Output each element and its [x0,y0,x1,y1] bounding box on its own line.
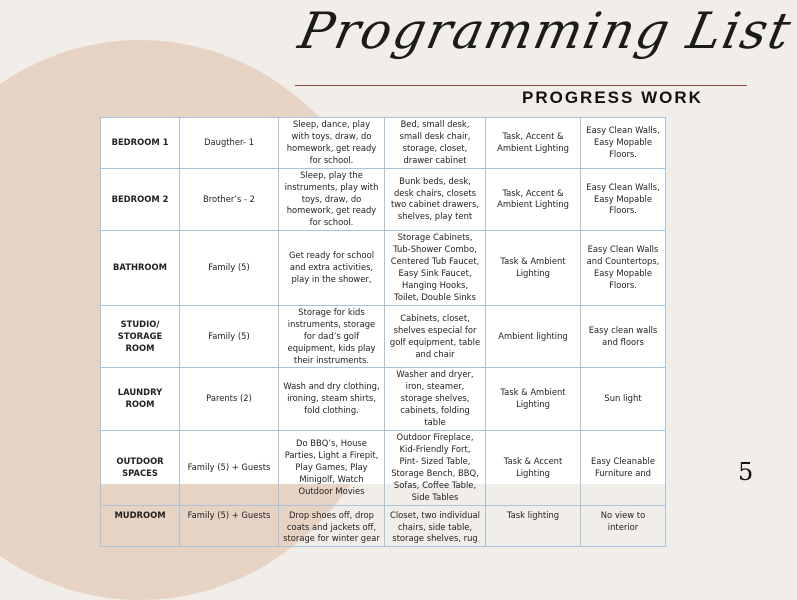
lighting-cell: Task, Accent & Ambient Lighting [486,168,581,231]
users-cell: Family (5) + Guests [180,431,279,506]
lighting-cell: Ambient lighting [486,305,581,368]
activities-cell: Drop shoes off, drop coats and jackets off, storage for winter gear [279,505,385,547]
lighting-cell: Task lighting [486,505,581,547]
room-name-cell: MUDROOM [101,505,180,547]
activities-cell: Sleep, dance, play with toys, draw, do homework, get ready for school. [279,118,385,169]
room-name-cell: OUTDOOR SPACES [101,431,180,506]
finishes-cell: Easy Clean Walls, Easy Mopable Floors. [581,118,666,169]
furniture-cell: Washer and dryer, iron, steamer, storage shelves, cabinets, folding table [385,368,486,431]
table-row [101,305,666,368]
activities-cell: Do BBQ’s, House Parties, Light a Firepit, Play Games, Play Minigolf, Watch Outdoor Movies [279,431,385,506]
lighting-cell: Task, Accent & Ambient Lighting [486,118,581,169]
users-cell: Family (5) + Guests [180,505,279,547]
users-cell: Daugther- 1 [180,118,279,169]
lighting-cell: Task & Accent Lighting [486,431,581,506]
room-name-cell: BEDROOM 2 [101,168,180,231]
table-row [101,118,666,169]
lighting-cell: Task & Ambient Lighting [486,368,581,431]
activities-cell: Get ready for school and extra activities, play in the shower, [279,231,385,306]
users-cell: Family (5) [180,305,279,368]
finishes-cell: No view to interior [581,505,666,547]
finishes-cell: Easy Clean Walls, Easy Mopable Floors. [581,168,666,231]
finishes-cell: Sun light [581,368,666,431]
room-name-cell: LAUNDRY ROOM [101,368,180,431]
programming-table [100,117,666,547]
table-row [101,505,666,547]
table-row [101,168,666,231]
users-cell: Family (5) [180,231,279,306]
furniture-cell: Bunk beds, desk, desk chairs, closets two cabinet drawers, shelves, play tent [385,168,486,231]
title-divider [295,85,747,86]
activities-cell: Storage for kids instruments, storage for dad’s golf equipment, kids play their instruments. [279,305,385,368]
table-row [101,368,666,431]
users-cell: Parents (2) [180,368,279,431]
furniture-cell: Closet, two individual chairs, side table, storage shelves, rug [385,505,486,547]
furniture-cell: Storage Cabinets, Tub-Shower Combo, Centered Tub Faucet, Easy Sink Faucet, Hanging Hooks, Toilet, Double Sinks [385,231,486,306]
table-row [101,231,666,306]
room-name-cell: BEDROOM 1 [101,118,180,169]
users-cell: Brother’s - 2 [180,168,279,231]
room-name-cell: STUDIO/ STORAGE ROOM [101,305,180,368]
finishes-cell: Easy clean walls and floors [581,305,666,368]
finishes-cell: Easy Cleanable Furniture and [581,431,666,506]
page-title: Programming List [293,2,797,60]
table-row [101,431,666,506]
page-number: 5 [738,458,754,486]
page-subtitle: PROGRESS WORK [522,88,703,107]
activities-cell: Wash and dry clothing, ironing, steam shirts, fold clothing. [279,368,385,431]
furniture-cell: Cabinets, closet, shelves especial for golf equipment, table and chair [385,305,486,368]
activities-cell: Sleep, play the instruments, play with toys, draw, do homework, get ready for school. [279,168,385,231]
furniture-cell: Outdoor Fireplace, Kid-Friendly Fort, Pint- Sized Table, Storage Bench, BBQ, Sofas, Coffee Table, Side Tables [385,431,486,506]
room-name-cell: BATHROOM [101,231,180,306]
finishes-cell: Easy Clean Walls and Countertops, Easy Mopable Floors. [581,231,666,306]
programming-table-container [100,117,665,544]
furniture-cell: Bed, small desk, small desk chair, storage, closet, drawer cabinet [385,118,486,169]
lighting-cell: Task & Ambient Lighting [486,231,581,306]
